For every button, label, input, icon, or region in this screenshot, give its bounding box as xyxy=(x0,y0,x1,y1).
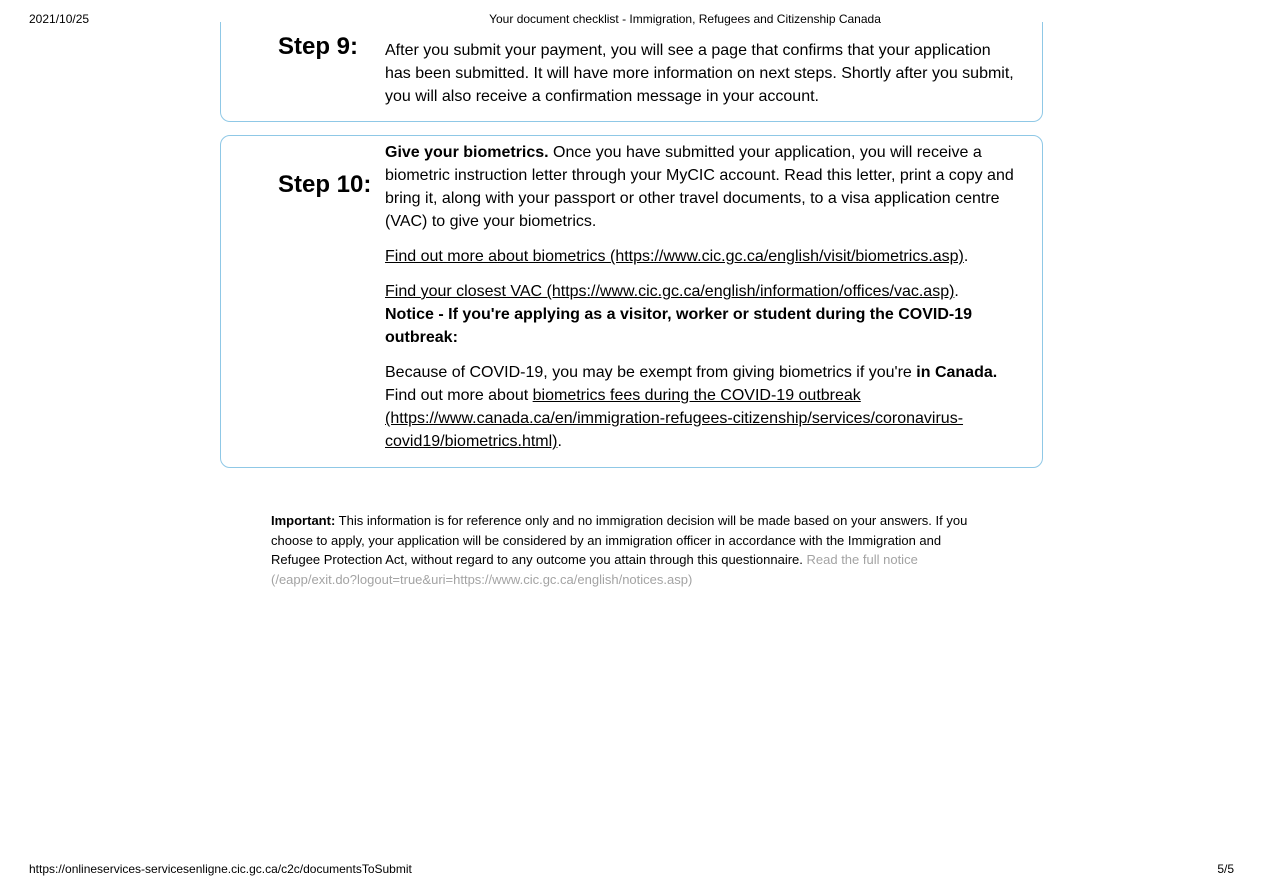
important-label: Important: xyxy=(271,513,336,528)
closest-vac-link[interactable]: Find your closest VAC (https://www.cic.gc.ca/english/information/offices/vac.asp) xyxy=(385,283,955,300)
step-9-text: After you submit your payment, you will see a page that confirms that your application has been submitted. It will have more information on next steps. Shortly after you submit, you will also receive a confirmation message in your account. xyxy=(385,42,1014,105)
covid-exemption-paragraph xyxy=(385,361,1020,453)
full-notice-link[interactable]: Read the full notice (/eapp/exit.do?logout=true&uri=https://www.cic.gc.ca/english/notices.asp) xyxy=(271,552,918,587)
vac-paragraph xyxy=(385,280,1020,303)
biometrics-info-link[interactable]: Find out more about biometrics (https://www.cic.gc.ca/english/visit/biometrics.asp) xyxy=(385,248,964,265)
step-10-box xyxy=(220,135,1043,468)
print-footer-url: https://onlineservices-servicesenligne.cic.gc.ca/c2c/documentsToSubmit xyxy=(29,862,412,876)
covid-bold-text: in Canada. xyxy=(916,364,998,381)
important-notice xyxy=(271,511,991,589)
covid-biometrics-fees-link[interactable]: biometrics fees during the COVID-19 outbreak (https://www.canada.ca/en/immigration-refugees-citizenship/services/coronavirus-covid19/biometrics.html) xyxy=(385,387,964,450)
covid-period: . xyxy=(557,433,562,450)
important-paragraph xyxy=(271,511,991,589)
page-number: 5/5 xyxy=(1217,862,1234,876)
step-10-intro-text: Once you have submitted your application, you will receive a biometric instruction letter through your MyCIC account. Read this letter, print a copy and bring it, along with your passport or other travel documents, to a visa application centre (VAC) to give your biometrics. xyxy=(385,144,1014,230)
step-10-body xyxy=(385,141,1020,453)
print-page-title: Your document checklist - Immigration, Refugees and Citizenship Canada xyxy=(489,12,881,26)
covid-notice-heading-text: Notice - If you're applying as a visitor, worker or student during the COVID-19 outbreak: xyxy=(385,306,973,346)
step-9-body xyxy=(385,39,1020,108)
biometrics-info-period: . xyxy=(963,248,969,265)
step-9-box xyxy=(220,22,1043,122)
step-10-label: Step 10: xyxy=(278,171,372,198)
print-date: 2021/10/25 xyxy=(29,12,90,26)
biometrics-info-paragraph xyxy=(385,245,1020,268)
covid-text-1: Because of COVID-19, you may be exempt from giving biometrics if you're xyxy=(385,364,917,381)
step-10-intro xyxy=(385,141,1020,233)
step-10-intro-heading: Give your biometrics. xyxy=(385,144,549,161)
step-9-label: Step 9: xyxy=(278,33,359,60)
covid-text-2: Find out more about xyxy=(385,387,533,404)
important-text: This information is for reference only and no immigration decision will be made based on your answers. If you choose to apply, your application will be considered by an immigration officer in accordance with the Immigration and Refugee Protection Act, without regard to any outcome you attain through this questionnaire. xyxy=(271,513,968,568)
vac-period: . xyxy=(954,283,959,300)
covid-notice-heading xyxy=(385,303,1020,349)
